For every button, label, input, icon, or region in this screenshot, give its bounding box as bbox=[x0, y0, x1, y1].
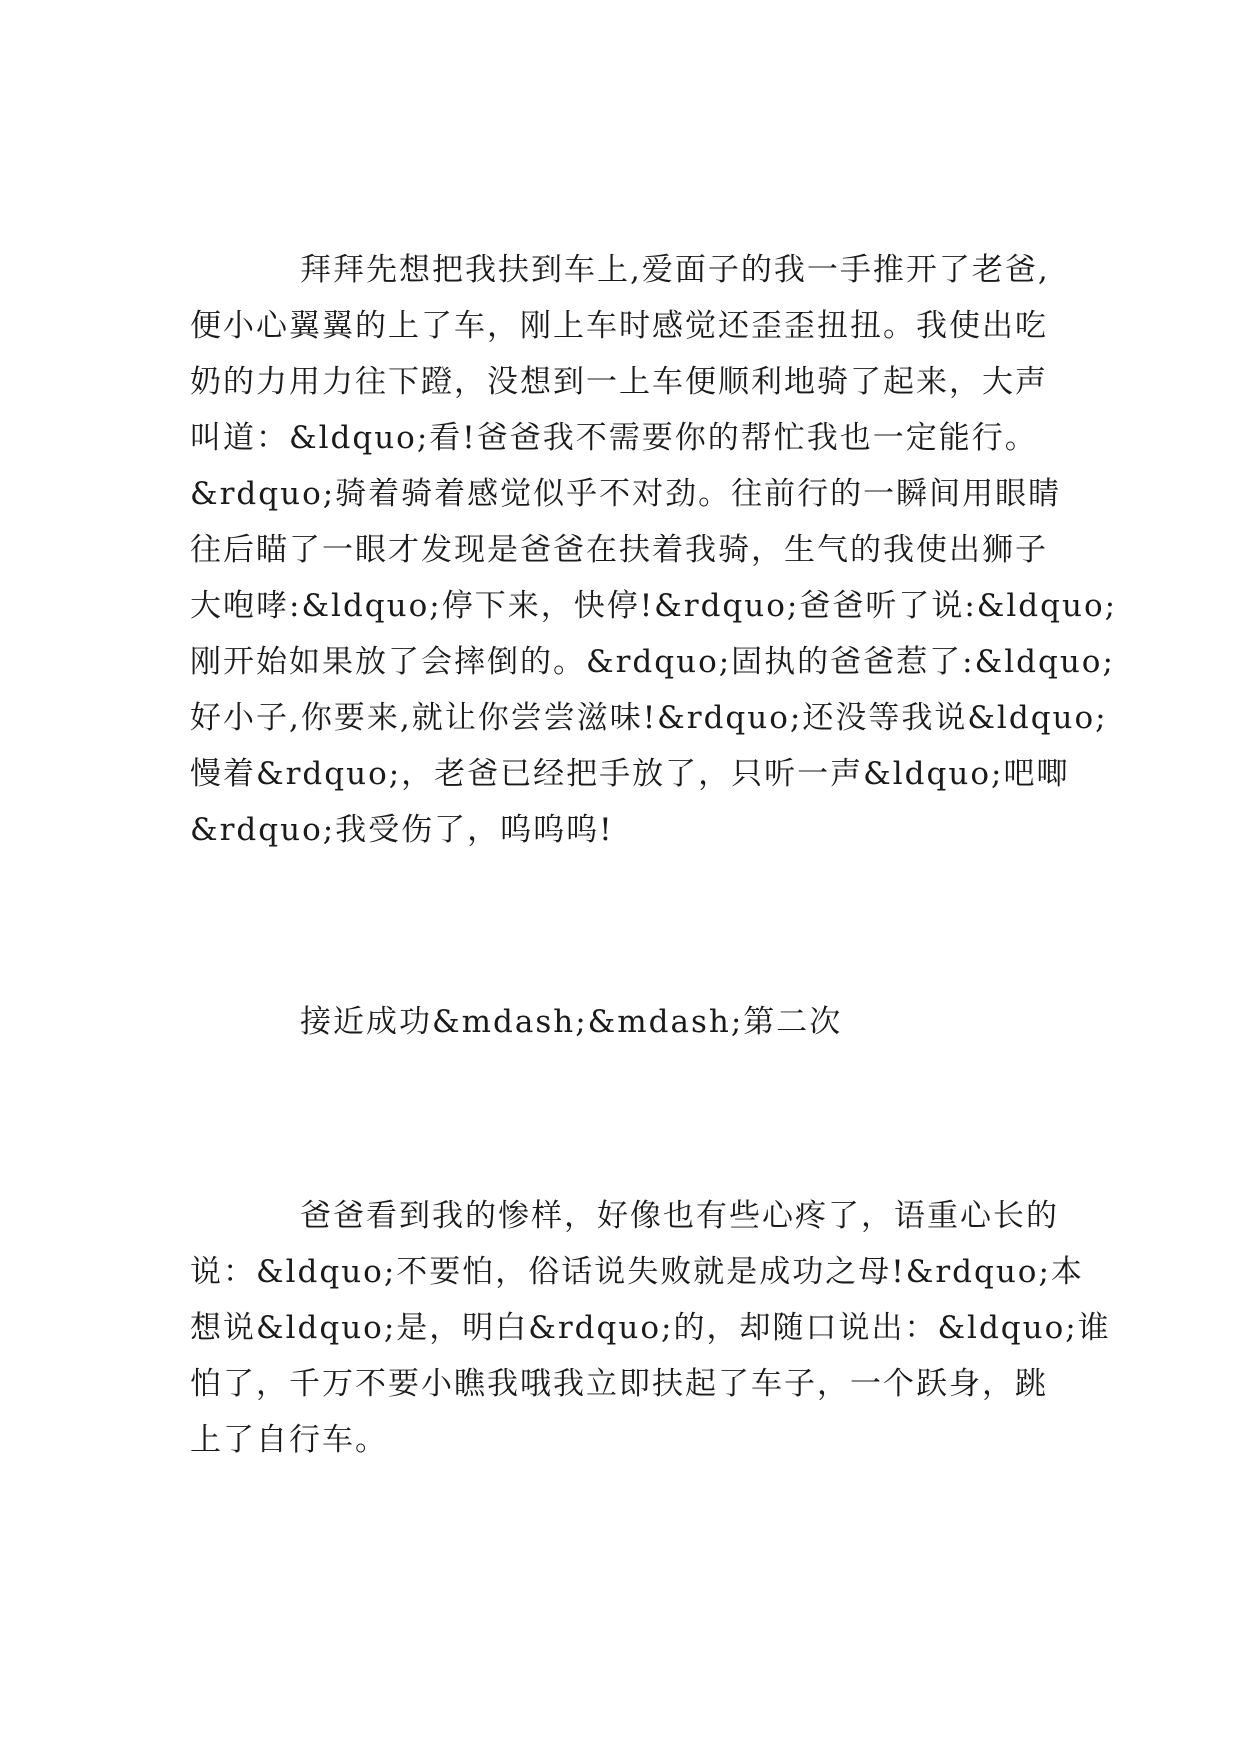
paragraph-line: 往后瞄了一眼才发现是爸爸在扶着我骑，生气的我使出狮子 bbox=[190, 532, 1048, 568]
paragraph-line: 大咆哮:&ldquo;停下来，快停!&rdquo;爸爸听了说:&ldquo; bbox=[190, 588, 1118, 624]
paragraph-line: &rdquo;我受伤了，呜呜呜! bbox=[190, 812, 614, 848]
paragraph-line: 说：&ldquo;不要怕，俗话说失败就是成功之母!&rdquo;本 bbox=[190, 1254, 1084, 1290]
paragraph-line: 想说&ldquo;是，明白&rdquo;的，却随口说出：&ldquo;谁 bbox=[190, 1310, 1111, 1346]
paragraph-line: 怕了，千万不要小瞧我哦我立即扶起了车子，一个跃身，跳 bbox=[190, 1366, 1048, 1402]
paragraph-line: 爸爸看到我的惨样，好像也有些心疼了，语重心长的 bbox=[300, 1198, 1059, 1234]
paragraph-line: 上了自行车。 bbox=[190, 1422, 388, 1458]
paragraph-line: 好小子,你要来,就让你尝尝滋味!&rdquo;还没等我说&ldquo; bbox=[190, 700, 1108, 736]
paragraph-line: 慢着&rdquo;，老爸已经把手放了，只听一声&ldquo;吧唧 bbox=[190, 756, 1070, 792]
paragraph-line: 拜拜先想把我扶到车上,爱面子的我一手推开了老爸, bbox=[300, 252, 1050, 288]
paragraph-line: 刚开始如果放了会摔倒的。&rdquo;固执的爸爸惹了:&ldquo; bbox=[190, 644, 1115, 680]
paragraph-line: 便小心翼翼的上了车，刚上车时感觉还歪歪扭扭。我使出吃 bbox=[190, 308, 1048, 344]
paragraph-line: 叫道：&ldquo;看!爸爸我不需要你的帮忙我也一定能行。 bbox=[190, 420, 1038, 456]
paragraph-line: &rdquo;骑着骑着感觉似乎不对劲。往前行的一瞬间用眼睛 bbox=[190, 476, 1062, 512]
paragraph-line: 奶的力用力往下蹬，没想到一上车便顺利地骑了起来，大声 bbox=[190, 364, 1048, 400]
section-heading: 接近成功&mdash;&mdash;第二次 bbox=[300, 1004, 843, 1040]
